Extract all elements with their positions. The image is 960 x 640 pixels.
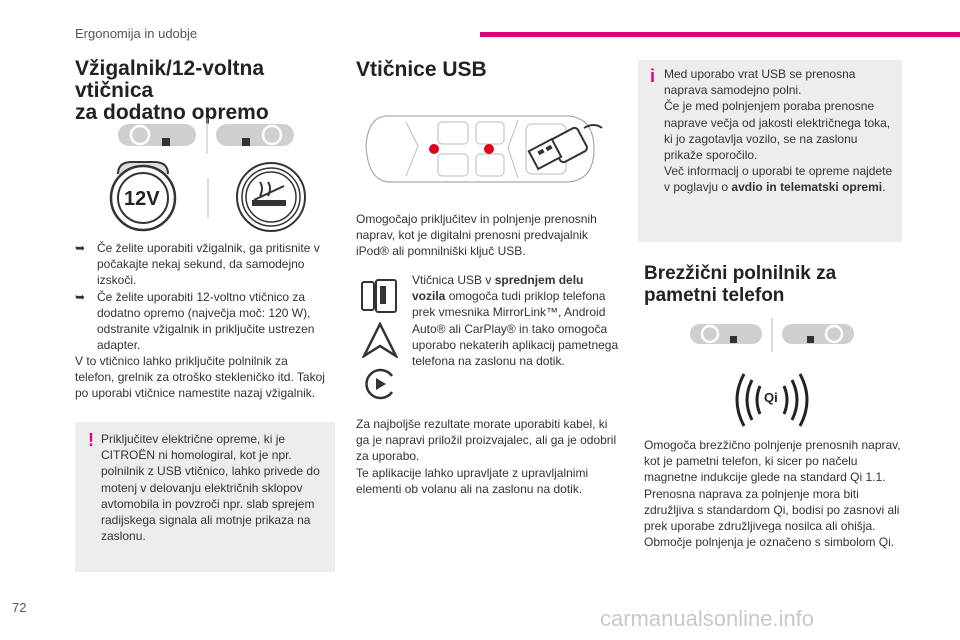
header-accent-bar: [480, 32, 960, 37]
usb-front-paragraph: [412, 272, 620, 369]
bullet-mark: ➥: [75, 289, 86, 304]
steering-wheel-icon: [782, 324, 854, 344]
usb-paragraph-2: [356, 416, 618, 497]
section-title-wireless: [644, 263, 904, 307]
text-run: Več informacij o uporabi te opreme najdete v poglavju o: [664, 164, 893, 195]
lhd-rhd-icon: [118, 118, 298, 154]
usb-location-dot: [484, 144, 494, 154]
lighter-bullets: [75, 240, 330, 353]
text-run: omogoča tudi priklop telefona prek vmesnika MirrorLink™, Android Auto® ali CarPlay® in tako omogoča uporabo nekaterih aplikacij pametnega telefona na zaslonu na dotik.: [412, 289, 619, 369]
bullet-text: Če želite uporabiti vžigalnik, ga pritisnite v počakajte nekaj sekund, da samodejno izskoči.: [97, 241, 320, 288]
cigarette-lighter-icon: [234, 160, 308, 234]
info-line: [664, 163, 896, 195]
info-icon: i: [650, 66, 656, 86]
qi-label: Qi: [764, 390, 778, 405]
info-line: Med uporabo vrat USB se prenosna naprava samodejno polni.: [664, 67, 856, 98]
bullet-item: [75, 289, 330, 354]
text-run: .: [882, 180, 886, 195]
bullet-text: Če želite uporabiti 12-voltno vtičnico za dodatno opremo (največja moč: 120 W), odstranite vžigalnik in priključite ustrezen adapter.: [97, 289, 315, 353]
usb-plug-icon: [524, 118, 606, 178]
title-line-2: pametni telefon: [644, 285, 785, 306]
title-line-1: Brezžični polnilnik za: [644, 263, 837, 284]
wireless-para: Prenosna naprava za polnjenje mora biti združljiva s standardom Qi, bodisi po zasnovi ali prek uporabe združljivega nosilca ali ohišja.: [644, 486, 900, 534]
wireless-para: Omogoča brezžično polnjenje prenosnih naprav, kot je pametni telefon, ki sicer po načelu magnetne indukcije glede na standard Qi 1.1.: [644, 438, 901, 485]
text-run: Vtičnica USB v: [412, 273, 495, 287]
warning-icon: !: [88, 430, 94, 450]
usb-location-dot: [429, 144, 439, 154]
wireless-text: [644, 437, 906, 550]
wireless-para: Območje polnjenja je označeno s simbolom Qi.: [644, 535, 895, 550]
divider-icon: [198, 178, 218, 218]
title-line-1: Vžigalnik/12-voltna vtičnica: [75, 57, 265, 102]
info-text: [664, 66, 896, 196]
title-line-2: za dodatno opremo: [75, 101, 269, 124]
mirrorlink-icon: [360, 278, 400, 316]
section-title-lighter: [75, 58, 345, 124]
lhd-rhd-icon: [690, 318, 860, 352]
watermark: carmanualsonline.info: [600, 606, 815, 631]
steering-wheel-icon: [216, 124, 294, 146]
section-header: Ergonomija in udobje: [75, 26, 198, 41]
steering-wheel-icon: [690, 324, 762, 344]
warning-text: Priključitev električne opreme, ki je CITROËN ni homologiral, kot je npr. polnilnik z USB vtičnico, lahko privede do motenj v delovanju električnih sklopov avtomobila in povzroči npr. slab sprejem radijskega signala ali motnje prikaza na zaslonu.: [101, 432, 320, 544]
para-cable: Za najboljše rezultate morate uporabiti kabel, ki ga je napravi priložil proizvajalec, ali ga je odobril za uporabo.: [356, 417, 617, 464]
socket-label: 12V: [124, 188, 160, 210]
android-auto-icon: [362, 322, 398, 358]
lighter-paragraph: V to vtičnico lahko priključite polnilnik za telefon, grelnik za otroško stekleničko itd. Takoj po uporabi vtičnice namestite nazaj vžigalnik.: [75, 354, 325, 401]
section-title-usb: Vtičnice USB: [356, 58, 487, 81]
bullet-item: [75, 240, 330, 289]
page-number: 72: [12, 600, 27, 615]
text-run-bold: avdio in telematski opremi: [731, 180, 883, 195]
steering-wheel-icon: [118, 124, 196, 146]
usb-paragraph-1: Omogočajo priključitev in polnjenje prenosnih naprav, kot je digitalni prenosni predvajalnik iPod® ali pomnilniški ključ USB.: [356, 212, 597, 259]
info-line: Če je med polnjenjem poraba prenosne naprave večja od jakosti električnega toka, ki jo zagotavlja vozilo, se na zaslonu prikaže sporočilo.: [664, 99, 891, 163]
carplay-icon: [362, 366, 398, 402]
text-run-bold: sprednjem delu vozila: [412, 273, 584, 304]
para-controls: Te aplikacije lahko upravljate z upravljalnimi elementi ob volanu ali na zaslonu na dotik.: [356, 465, 589, 496]
bullet-mark: ➥: [75, 241, 86, 255]
